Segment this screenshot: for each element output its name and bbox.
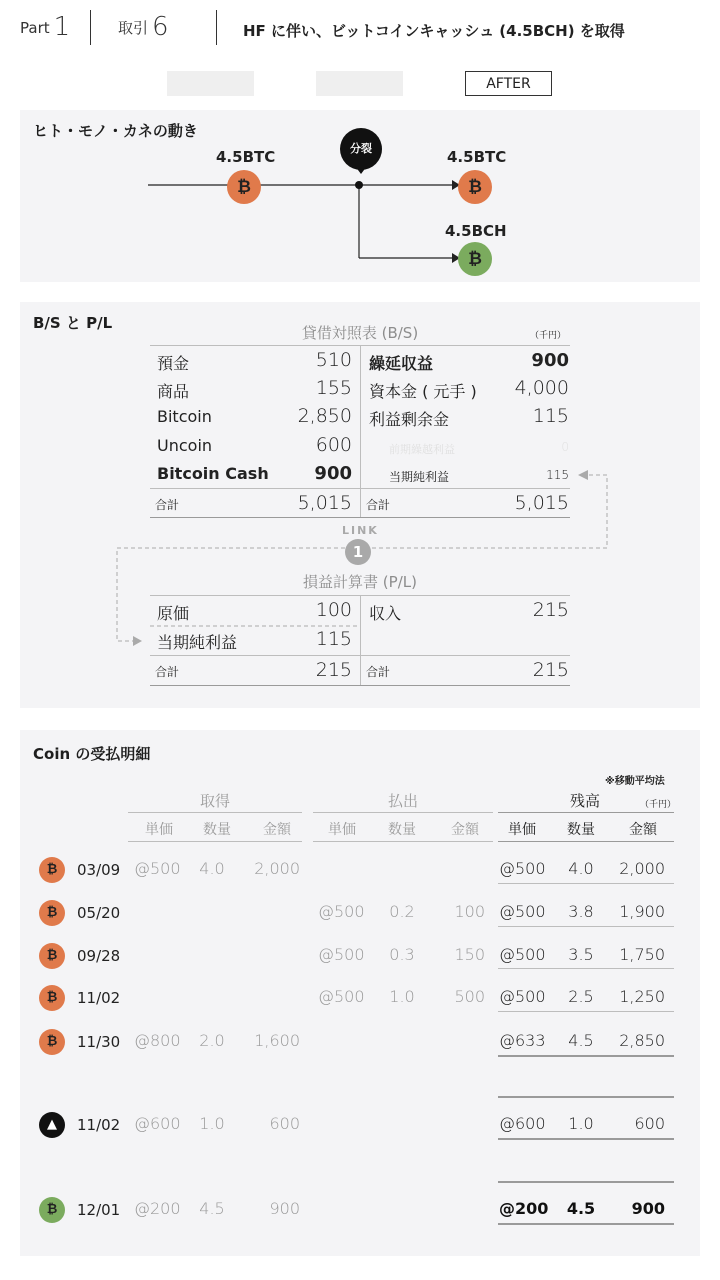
bs-right-label: 繰延収益 bbox=[369, 354, 434, 373]
bs-left-total: 5,015 bbox=[297, 492, 352, 514]
group-acquire: 取得 bbox=[199, 792, 230, 810]
ledger-head-rule bbox=[313, 841, 493, 842]
bal-cell: 3.8 bbox=[568, 902, 594, 921]
pl-right-total: 215 bbox=[532, 659, 569, 681]
bs-left-label: Bitcoin Cash bbox=[157, 464, 269, 483]
pay-cell: 100 bbox=[454, 902, 485, 921]
row-date: 09/28 bbox=[77, 947, 121, 965]
sub-amount: 金額 bbox=[263, 822, 291, 838]
bs-right-value: 900 bbox=[531, 350, 569, 371]
pay-cell: @500 bbox=[318, 945, 365, 964]
balance-row-rule bbox=[498, 926, 674, 927]
bitcoin-cash-icon: ₿ bbox=[458, 242, 492, 276]
bitcoin-icon: ₿ bbox=[227, 170, 261, 204]
bitcoin-icon: ₿ bbox=[39, 1029, 65, 1055]
acq-cell: 1.0 bbox=[199, 1114, 225, 1133]
acq-cell: @200 bbox=[134, 1199, 181, 1218]
bs-caption: 貸借対照表 (B/S) bbox=[301, 324, 419, 342]
bal-cell: @500 bbox=[499, 859, 546, 878]
pl-right-value: 215 bbox=[532, 599, 569, 621]
sub-unit-price: 単価 bbox=[328, 822, 356, 838]
pl-center-rule bbox=[360, 595, 361, 685]
link-label: LINK bbox=[342, 524, 379, 537]
pl-bottom-rule bbox=[150, 685, 570, 686]
bal-cell: 3.5 bbox=[568, 945, 594, 964]
pl-caption: 損益計算書 (P/L) bbox=[303, 573, 417, 591]
bitcoin-icon: ₿ bbox=[39, 857, 65, 883]
uncoin-icon: ▲ bbox=[39, 1112, 65, 1138]
ledger-head-rule bbox=[128, 841, 302, 842]
tab-after[interactable]: AFTER bbox=[465, 71, 552, 96]
bitcoin-icon: ₿ bbox=[39, 943, 65, 969]
ledger-head-rule bbox=[498, 841, 674, 842]
bitcoin-icon: ₿ bbox=[39, 985, 65, 1011]
balance-row-rule bbox=[498, 883, 674, 884]
bal-cell: 2,850 bbox=[619, 1031, 665, 1050]
pay-cell: 0.3 bbox=[389, 945, 415, 964]
ledger-group-rule bbox=[128, 812, 302, 813]
bal-cell: 4.5 bbox=[568, 1031, 594, 1050]
row-date: 11/02 bbox=[77, 1116, 121, 1134]
bs-right-total-label: 合計 bbox=[366, 498, 391, 512]
row-date: 05/20 bbox=[77, 904, 121, 922]
bs-pl-title: B/S と P/L bbox=[33, 314, 113, 332]
bs-unit: （千円） bbox=[530, 331, 567, 341]
split-node bbox=[355, 181, 363, 189]
bitcoin-icon: ₿ bbox=[458, 170, 492, 204]
acq-cell: 900 bbox=[269, 1199, 300, 1218]
group-payout: 払出 bbox=[387, 792, 418, 810]
link-arrow-right bbox=[578, 470, 588, 480]
acq-cell: 2,000 bbox=[254, 859, 300, 878]
pl-right-total-label: 合計 bbox=[366, 665, 391, 679]
link-number: 1 bbox=[345, 539, 371, 565]
bal-cell: @500 bbox=[499, 987, 546, 1006]
ledger-group-rule bbox=[498, 812, 674, 813]
bs-left-value: 600 bbox=[315, 434, 352, 456]
pl-left-value: 115 bbox=[315, 628, 352, 650]
bs-left-label: Uncoin bbox=[157, 436, 213, 455]
bs-left-total-label: 合計 bbox=[155, 498, 180, 512]
row-date: 11/30 bbox=[77, 1033, 121, 1051]
bal-cell: 1,900 bbox=[619, 902, 665, 921]
flow-right-bottom-label: 4.5BCH bbox=[445, 222, 507, 240]
split-bubble: 分裂 bbox=[340, 128, 382, 170]
acq-cell: 4.5 bbox=[199, 1199, 225, 1218]
balance-row-rule bbox=[498, 968, 674, 969]
pl-left-total: 215 bbox=[315, 659, 352, 681]
pay-cell: @500 bbox=[318, 902, 365, 921]
pl-right-label: 収入 bbox=[369, 604, 402, 623]
bs-left-value: 155 bbox=[315, 377, 352, 399]
sub-unit-price: 単価 bbox=[508, 822, 536, 838]
bal-cell: @200 bbox=[499, 1199, 549, 1218]
bs-right-value: 115 bbox=[532, 405, 569, 427]
ledger-title: Coin の受払明細 bbox=[33, 745, 151, 763]
acq-cell: @800 bbox=[134, 1031, 181, 1050]
pl-total-rule bbox=[150, 655, 570, 656]
flow-title: ヒト・モノ・カネの動き bbox=[33, 122, 198, 140]
bs-left-label: 預金 bbox=[157, 354, 190, 373]
pl-left-total-label: 合計 bbox=[155, 665, 180, 679]
bs-right-label: 当期純利益 bbox=[389, 470, 450, 484]
bal-cell: 4.5 bbox=[566, 1199, 596, 1218]
sub-amount: 金額 bbox=[451, 822, 479, 838]
pl-left-label: 当期純利益 bbox=[157, 633, 238, 652]
bal-cell: @500 bbox=[499, 902, 546, 921]
pay-cell: 0.2 bbox=[389, 902, 415, 921]
bs-left-value: 900 bbox=[314, 463, 352, 484]
bs-right-label: 資本金 ( 元手 ) bbox=[369, 382, 477, 401]
ledger-unit: （千円） bbox=[640, 800, 677, 810]
pl-left-label: 原価 bbox=[157, 604, 190, 623]
page-title: HF に伴い、ビットコインキャッシュ (4.5BCH) を取得 bbox=[243, 22, 625, 40]
pl-left-value: 100 bbox=[315, 599, 352, 621]
sub-amount: 金額 bbox=[629, 822, 657, 838]
bs-right-value: 0 bbox=[561, 440, 569, 454]
bal-cell: @633 bbox=[499, 1031, 546, 1050]
bal-cell: @600 bbox=[499, 1114, 546, 1133]
bs-left-label: 商品 bbox=[157, 382, 190, 401]
bal-cell: 1.0 bbox=[568, 1114, 594, 1133]
acq-cell: 4.0 bbox=[199, 859, 225, 878]
bal-cell: 2,000 bbox=[619, 859, 665, 878]
acq-cell: 600 bbox=[269, 1114, 300, 1133]
ledger-note: ※移動平均法 bbox=[605, 776, 665, 787]
bs-right-label: 前期繰越利益 bbox=[389, 443, 455, 456]
bal-cell: 4.0 bbox=[568, 859, 594, 878]
flow-right-top-label: 4.5BTC bbox=[447, 148, 507, 166]
pay-cell: @500 bbox=[318, 987, 365, 1006]
trade-label: 取引 bbox=[118, 19, 149, 37]
bal-cell: 900 bbox=[631, 1199, 665, 1218]
bitcoin-icon: ₿ bbox=[39, 900, 65, 926]
part-number: 1 bbox=[53, 12, 71, 42]
acq-cell: @500 bbox=[134, 859, 181, 878]
link-line-right bbox=[372, 475, 607, 548]
bal-cell: 600 bbox=[634, 1114, 665, 1133]
balance-row-rule bbox=[498, 1096, 674, 1098]
acq-cell: 1,600 bbox=[254, 1031, 300, 1050]
bs-right-label: 利益剰余金 bbox=[369, 410, 450, 429]
link-arrow-left bbox=[133, 636, 142, 646]
trade-number: 6 bbox=[152, 12, 169, 42]
row-date: 12/01 bbox=[77, 1201, 121, 1219]
balance-row-rule bbox=[498, 1011, 674, 1012]
bs-left-value: 510 bbox=[315, 349, 352, 371]
bs-left-value: 2,850 bbox=[297, 405, 352, 427]
sub-quantity: 数量 bbox=[388, 822, 416, 838]
flow-left-label: 4.5BTC bbox=[216, 148, 276, 166]
row-date: 11/02 bbox=[77, 989, 121, 1007]
bal-cell: 1,750 bbox=[619, 945, 665, 964]
pay-cell: 150 bbox=[454, 945, 485, 964]
group-balance: 残高 bbox=[569, 792, 600, 810]
bs-left-label: Bitcoin bbox=[157, 407, 212, 426]
bs-right-value: 115 bbox=[546, 468, 569, 482]
bitcoin-cash-icon: ₿ bbox=[39, 1197, 65, 1223]
bs-right-total: 5,015 bbox=[514, 492, 569, 514]
balance-row-rule bbox=[498, 1223, 674, 1225]
bs-right-value: 4,000 bbox=[514, 377, 569, 399]
balance-row-rule bbox=[498, 1181, 674, 1183]
sub-quantity: 数量 bbox=[203, 822, 231, 838]
sub-quantity: 数量 bbox=[567, 822, 595, 838]
ledger-group-rule bbox=[313, 812, 493, 813]
bal-cell: @500 bbox=[499, 945, 546, 964]
acq-cell: @600 bbox=[134, 1114, 181, 1133]
part-label: Part bbox=[20, 19, 50, 37]
balance-row-rule bbox=[498, 1055, 674, 1057]
bal-cell: 1,250 bbox=[619, 987, 665, 1006]
row-date: 03/09 bbox=[77, 861, 121, 879]
acq-cell: 2.0 bbox=[199, 1031, 225, 1050]
bal-cell: 2.5 bbox=[568, 987, 594, 1006]
balance-row-rule bbox=[498, 1138, 674, 1140]
pay-cell: 500 bbox=[454, 987, 485, 1006]
sub-unit-price: 単価 bbox=[145, 822, 173, 838]
pay-cell: 1.0 bbox=[389, 987, 415, 1006]
